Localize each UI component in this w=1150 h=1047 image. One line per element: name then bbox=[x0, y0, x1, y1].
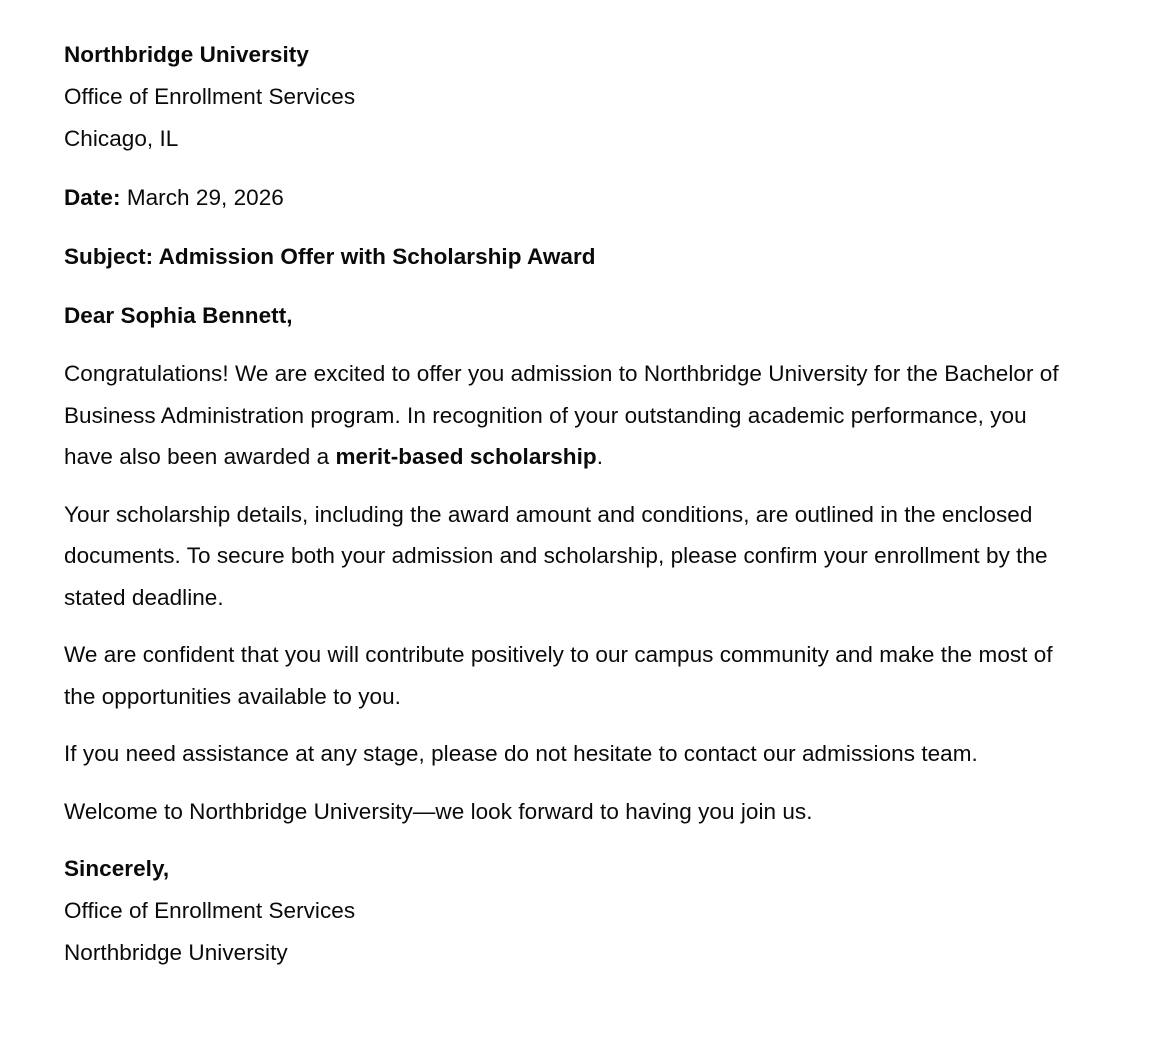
body-paragraph-3 bbox=[64, 634, 1064, 717]
closing-block bbox=[64, 848, 1064, 974]
paragraph-2-text: Your scholarship details, including the award amount and conditions, are outlined in the enclosed documents. To secure both your admission and scholarship, please confirm your enrollment by the stated deadline. bbox=[64, 501, 1048, 610]
letterhead-department: Office of Enrollment Services bbox=[64, 84, 356, 109]
body-paragraph-1 bbox=[64, 353, 1064, 478]
letterhead-block bbox=[64, 34, 1064, 160]
paragraph-1-text-before: Congratulations! We are excited to offer you admission to Northbridge University for the Bachelor of Business Administration program. In recognition of your outstanding academic performance, you have also been awarded a bbox=[64, 361, 1059, 469]
body-paragraph-2 bbox=[64, 494, 1064, 619]
body-paragraph-5 bbox=[64, 791, 1064, 833]
date-label: Date: bbox=[64, 185, 121, 210]
letterhead-location: Chicago, IL bbox=[64, 126, 179, 151]
date-line bbox=[64, 177, 1064, 219]
closing-organization: Northbridge University bbox=[64, 940, 288, 965]
closing-valediction: Sincerely, bbox=[64, 856, 170, 881]
salutation bbox=[64, 295, 1064, 337]
letterhead-organization: Northbridge University bbox=[64, 42, 309, 67]
paragraph-5-text: Welcome to Northbridge University—we look forward to having you join us. bbox=[64, 798, 813, 824]
subject-line bbox=[64, 236, 1064, 278]
paragraph-1-text-after: . bbox=[596, 444, 603, 469]
paragraph-4-text: If you need assistance at any stage, please do not hesitate to contact our admissions team. bbox=[64, 741, 978, 766]
paragraph-3-text: We are confident that you will contribute positively to our campus community and make the most of the opportunities available to you. bbox=[64, 642, 1053, 709]
subject-text: Subject: Admission Offer with Scholarship Award bbox=[64, 244, 596, 269]
body-paragraph-4 bbox=[64, 733, 1064, 775]
date-text: March 29, 2026 bbox=[126, 185, 284, 210]
salutation-text: Dear Sophia Bennett, bbox=[64, 303, 293, 328]
paragraph-1-emphasis: merit-based scholarship bbox=[335, 444, 597, 469]
closing-department: Office of Enrollment Services bbox=[64, 898, 356, 923]
